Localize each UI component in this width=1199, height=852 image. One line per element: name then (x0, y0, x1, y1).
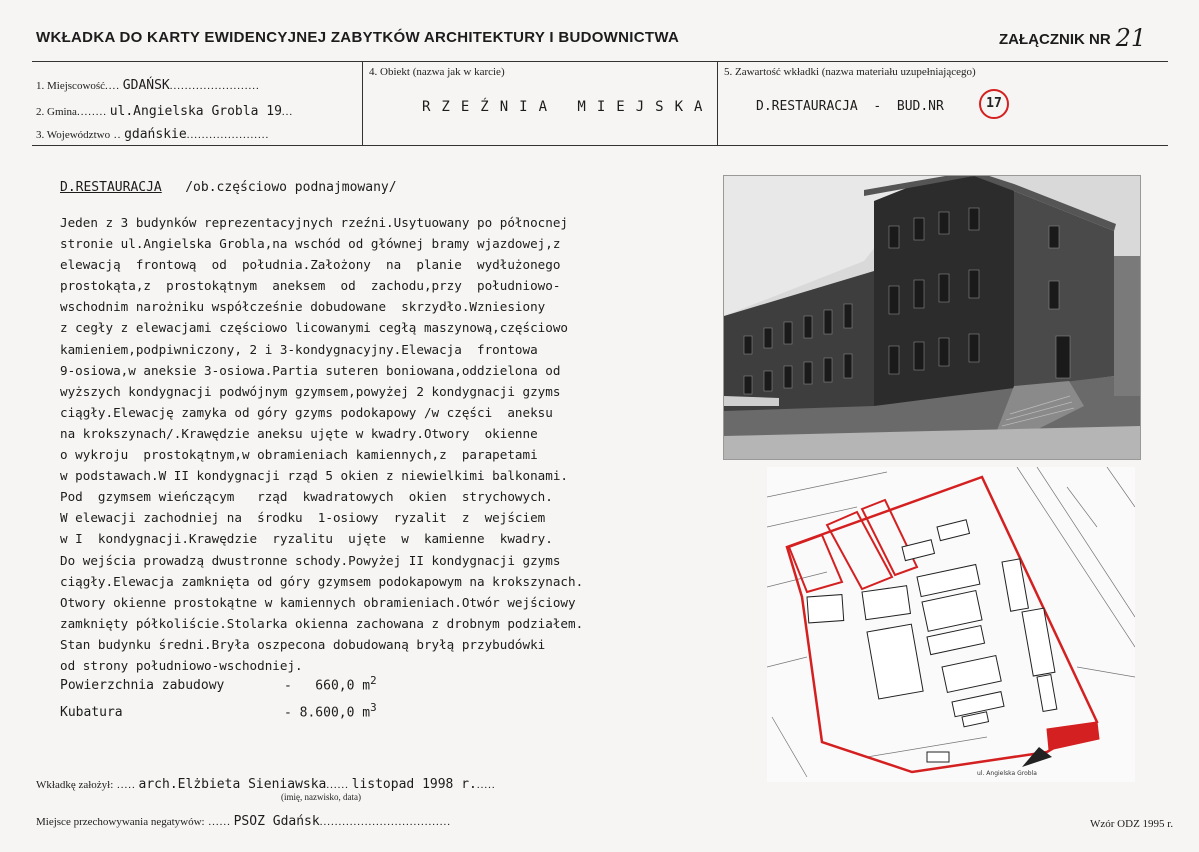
description-line: wschodnim narożniku współcześnie dobudowane skrzydło.Wzniesiony (60, 299, 546, 315)
annex-label: ZAŁĄCZNIK NR 21 (999, 24, 1147, 52)
description-line: Pod gzymsem wieńczącym rząd kwadratowych okien strychowych. (60, 489, 553, 505)
description-line: na krokszynach/.Krawędzie aneksu ujęte w kwadry.Otwory okienne (60, 425, 538, 441)
table-divider-2 (717, 61, 718, 146)
description-line: o wykroju prostokątnym,w obramieniach kamiennych,z parapetami (60, 447, 538, 463)
field-miejscowosc: 1. Miejscowość.... GDAŃSK........................ (36, 78, 260, 93)
description-line: stronie ul.Angielska Grobla,na wschód od głównej bramy wjazdowej,z (60, 236, 561, 252)
description-line: wyższych kondygnacji podwójnym gzymsem,powyżej 2 kondygnacji gzyms (60, 383, 561, 399)
gmina-value: ul.Angielska Grobla 19 (109, 104, 282, 119)
zawartosc-value: D.RESTAURACJA - BUD.NR (756, 99, 944, 114)
description-line: ciągły.Elewacja zamknięta od góry gzymsem podokapowym na krokszynach. (60, 573, 584, 589)
description-line: Jeden z 3 budynków reprezentacyjnych rzeźni.Usytuowany po północnej (60, 215, 568, 230)
description-line: Do wejścia prowadzą dwustronne schody.Powyżej II kondygnacji gzyms (60, 552, 561, 568)
description-line: w I kondygnacji.Krawędzie ryzalitu ujęte w kamienne kwadry. (60, 531, 553, 547)
description-line: Stan budynku średni.Bryła oszpecona dobudowaną bryłą przybudówki (60, 636, 546, 652)
obiekt-label: 4. Obiekt (nazwa jak w karcie) (369, 66, 505, 78)
table-bottom-rule (32, 145, 1168, 146)
description-line: elewacją frontową od południa.Założony na planie wydłużonego (60, 257, 561, 273)
description-line: 9-osiowa,w aneksie 3-osiowa.Partia suteren boniowana,oddzielona od (60, 362, 561, 378)
negatives-value: PSOZ Gdańsk (233, 814, 320, 829)
author-value: arch.Elżbieta Sieniawska (138, 777, 327, 792)
description-line: Otwory okienne prostokątne w kamiennych obramieniach.Otwór wejściowy (60, 594, 576, 610)
volume-row: Kubatura - 8.600,0 $m^3$ (60, 701, 377, 721)
description-line: od strony południowo-wschodniej. (60, 657, 303, 673)
author-sublabel: (imię, nazwisko, data) (281, 792, 361, 802)
street-label: ul. Angielska Grobla (977, 770, 1037, 777)
site-plan-map (767, 467, 1135, 782)
field-wojewodztwo: 3. Województwo .. gdańskie...................... (36, 127, 270, 142)
field-gmina: 2. Gmina........ ul.Angielska Grobla 19... (36, 104, 294, 119)
area-row: Powierzchnia zabudowy - 660,0 $m^2$ (60, 674, 377, 694)
description-line: z cegły z elewacjami częściowo licowanymi cegłą maszynową,częściowo (60, 320, 568, 336)
date-value: listopad 1998 r. (351, 777, 477, 792)
obiekt-value: RZEŹNIA MIEJSKA (422, 99, 714, 115)
description-text (60, 212, 660, 676)
miejscowosc-value: GDAŃSK (122, 78, 170, 93)
building-photo (723, 175, 1141, 460)
footer-author-row: Wkładkę założył: ..... arch.Elżbieta Sieniawska...... listopad 1998 r...... (36, 777, 496, 792)
stats-block (60, 674, 377, 728)
heading-note: /ob.częściowo podnajmowany/ (185, 180, 397, 195)
section-heading (60, 180, 397, 195)
description-line: kamieniem,podpiwniczony, 2 i 3-kondygnacyjny.Elewacja frontowa (60, 341, 538, 357)
building-number-badge: 17 (979, 89, 1009, 119)
footer-negatives-row: Miejsce przechowywania negatywów: ...... PSOZ Gdańsk................................... (36, 814, 451, 829)
description-line: W elewacji zachodniej na środku 1-osiowy ryzalit z wejściem (60, 510, 546, 526)
heading-code: D.RESTAURACJA (60, 180, 162, 195)
form-title: WKŁADKA DO KARTY EWIDENCYJNEJ ZABYTKÓW ARCHITEKTURY I BUDOWNICTWA (36, 29, 680, 46)
wojewodztwo-value: gdańskie (124, 127, 187, 142)
zawartosc-label: 5. Zawartość wkładki (nazwa materiału uzupełniającego) (724, 66, 976, 78)
description-line: w podstawach.W II kondygnacji rząd 5 okien z niewielkimi balkonami. (60, 468, 568, 484)
annex-number: 21 (1115, 24, 1147, 52)
description-line: prostokąta,z prostokątnym aneksem od zachodu,przy południowo- (60, 278, 561, 294)
description-line: ciągły.Elewację zamyka od góry gzyms podokapowy /w części aneksu (60, 404, 553, 420)
form-version: Wzór ODZ 1995 r. (1090, 818, 1174, 830)
table-top-rule (32, 61, 1168, 62)
table-divider-1 (362, 61, 363, 146)
description-line: zamknięty półkoliście.Stolarka okienna zachowana z drobnym podziałem. (60, 615, 584, 631)
